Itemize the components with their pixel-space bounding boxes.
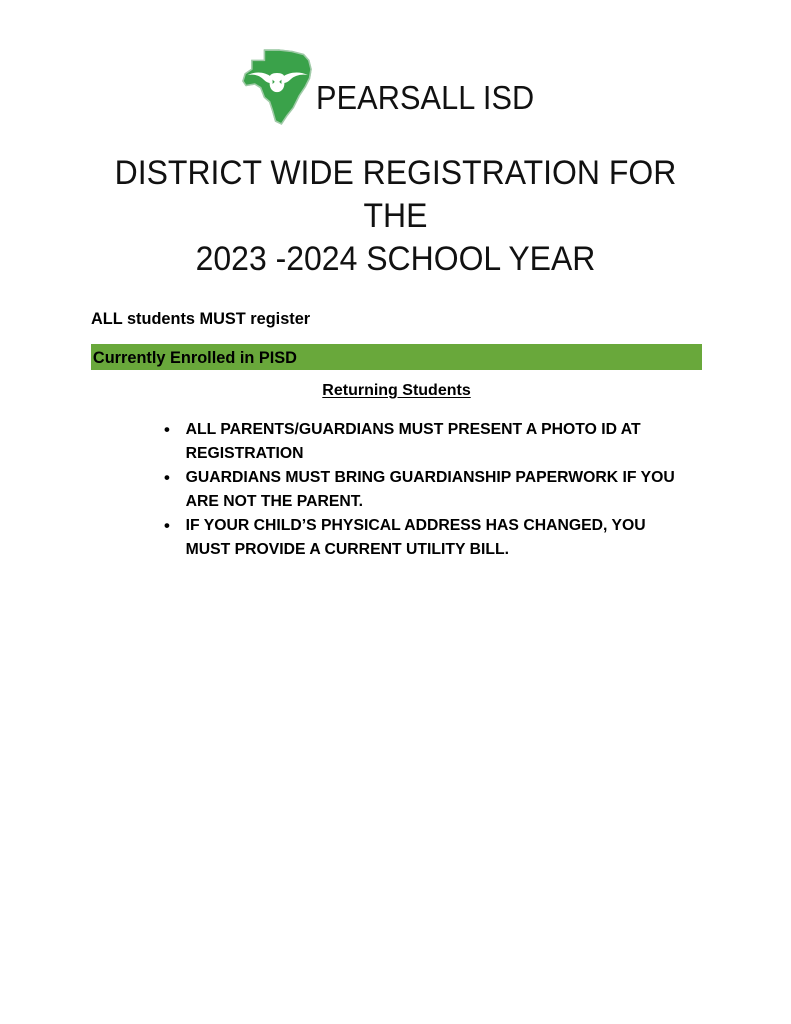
subheading-returning-students — [91, 382, 702, 400]
list-item: • IF YOUR CHILD’S PHYSICAL ADDRESS HAS CHANGED, YOU MUST PROVIDE A CURRENT UTILITY BILL. — [160, 514, 692, 562]
section-banner-currently-enrolled — [91, 344, 702, 370]
page-title-line-2: 2023 -2024 SCHOOL YEAR — [195, 240, 596, 278]
list-item: • ALL PARENTS/GUARDIANS MUST PRESENT A PHOTO ID AT REGISTRATION — [160, 418, 692, 466]
texas-longhorn-logo-icon — [240, 47, 314, 127]
requirements-list — [160, 418, 700, 562]
list-item: • GUARDIANS MUST BRING GUARDIANSHIP PAPERWORK IF YOU ARE NOT THE PARENT. — [160, 466, 692, 514]
subheading-label: Returning Students — [322, 382, 471, 399]
section-banner-label: Currently Enrolled in PISD — [92, 347, 297, 367]
page-title — [60, 152, 731, 281]
registration-notice: ALL students MUST register — [91, 309, 311, 328]
page-title-line-1: DISTRICT WIDE REGISTRATION FOR THE — [114, 154, 677, 235]
organization-name: PEARSALL ISD — [316, 78, 535, 116]
document-header — [0, 44, 791, 130]
